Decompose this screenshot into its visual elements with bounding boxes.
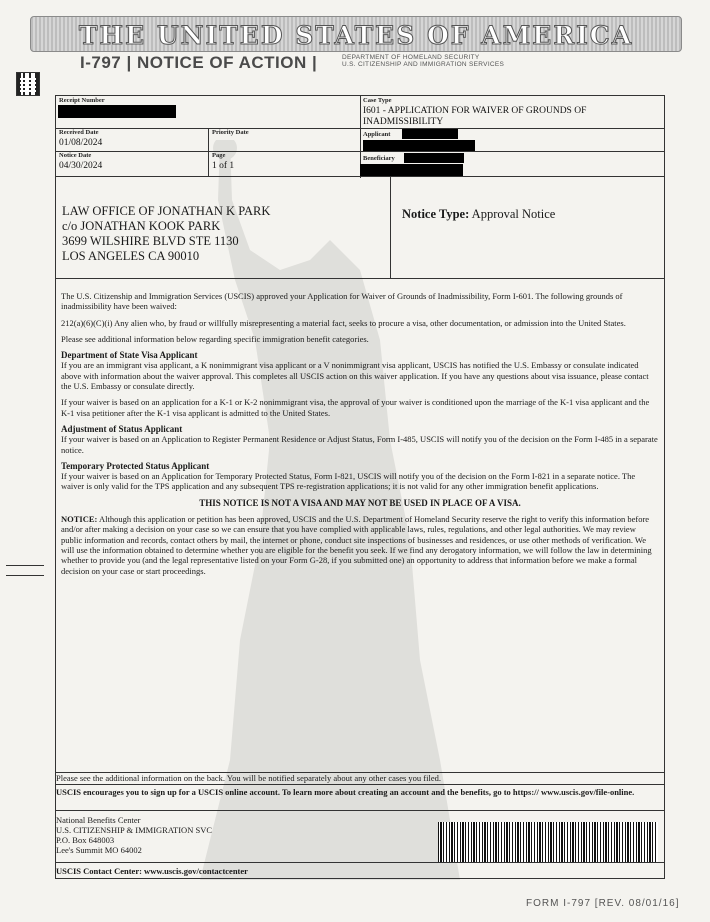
paragraph: 212(a)(6)(C)(i) Any alien who, by fraud or willfully misrepresenting a material fact, seeks to procure a visa, other documentation, or admission into the United States. bbox=[61, 317, 626, 328]
address-line: LAW OFFICE OF JONATHAN K PARK bbox=[62, 204, 271, 218]
barcode-icon bbox=[438, 822, 658, 862]
form-number: FORM I-797 [REV. 08/01/16] bbox=[526, 898, 680, 909]
paragraph: If you are an immigrant visa applicant, a K nonimmigrant visa applicant or a V nonimmigrant visa applicant, USCIS has notified the U.S. Embassy or consulate indicated above with information about the waiver approval. This completes all USCIS action on this waiver application. If you have any questions about visa issuance, please contact the U.S. Embassy or consulate directly. bbox=[61, 360, 649, 392]
contact-center-line: USCIS Contact Center: www.uscis.gov/contactcenter bbox=[56, 866, 248, 876]
margin-mark bbox=[6, 575, 44, 576]
center-line: Lee's Summit MO 64002 bbox=[56, 845, 142, 855]
redacted-applicant-b bbox=[363, 140, 475, 151]
paragraph: The U.S. Citizenship and Immigration Services (USCIS) approved your Application for Waiver of Grounds of Inadmissibility, Form I-601. The following grounds of inadmissibility have been waived: bbox=[61, 291, 623, 312]
redacted-beneficiary-a bbox=[404, 153, 464, 163]
center-line: P.O. Box 648003 bbox=[56, 835, 115, 845]
notice-paragraph bbox=[61, 514, 659, 576]
redacted-receipt-number bbox=[58, 105, 176, 118]
not-a-visa-warning: THIS NOTICE IS NOT A VISA AND MAY NOT BE USED IN PLACE OF A VISA. bbox=[199, 497, 521, 508]
dept-line1: DEPARTMENT OF HOMELAND SECURITY bbox=[342, 54, 480, 61]
dept-line2: U.S. CITIZENSHIP AND IMMIGRATION SERVICES bbox=[342, 61, 505, 68]
paragraph: If your waiver is based on an application for a K-1 or K-2 nonimmigrant visa, the approval of your waiver is conditioned upon the marriage of the K-1 visa applicant and the K-1 visa petitioner after the K-1 visa applicant is admitted to the United States. bbox=[61, 397, 650, 418]
section-heading: Adjustment of Status Applicant bbox=[61, 423, 183, 434]
received-date-label: Received Date bbox=[59, 129, 99, 136]
receipt-number-label: Receipt Number bbox=[59, 97, 105, 104]
paragraph: Please see additional information below regarding specific immigration benefit categories. bbox=[61, 333, 369, 344]
additional-info-line: Please see the additional information on the back. You will be notified separately about any other cases you filed. bbox=[56, 773, 441, 783]
notice-text: Although this application or petition has been approved, USCIS and the U.S. Department of Homeland Security reserve the right to verify this information before and/or after making a decision on your case so we can ensure that you have complied with applicable laws, rules, regulations, and other legal authorities. We may review public information and records, contact others by mail, the internet or phone, conduct site inspections of businesses and residences, or use other methods of verification. We will use the information obtained to determine whether you are eligible for the benefit you seek. If we find any derogatory information, we will follow the law in determining whether to provide you (and the legal representative listed on your Form G-28, if you submitted one) an opportunity to address that information before we make a formal decision on your case or start proceedings. bbox=[61, 514, 652, 576]
address-line: LOS ANGELES CA 90010 bbox=[62, 249, 200, 263]
paragraph: If your waiver is based on an Application for Temporary Protected Status, Form I-821, USCIS will notify you of the decision on the Form I-821 in a separate notice. The waiver is only valid for the TPS application and any subsequent TPS re-registration applications; it is not valid for any other immigration benefit applications. bbox=[61, 471, 636, 492]
page-value: 1 of 1 bbox=[212, 161, 235, 171]
banner-text: THE UNITED STATES OF AMERICA bbox=[78, 21, 634, 50]
notice-body bbox=[61, 291, 659, 582]
mailing-address bbox=[62, 204, 270, 264]
notice-type-value: Approval Notice bbox=[471, 207, 556, 221]
section-heading: Department of State Visa Applicant bbox=[61, 350, 198, 361]
beneficiary-label: Beneficiary bbox=[363, 155, 395, 162]
address-line: 3699 WILSHIRE BLVD STE 1130 bbox=[62, 234, 239, 248]
online-account-line: USCIS encourages you to sign up for a USCIS online account. To learn more about creating an account and the benefits, go to https:// www.uscis.gov/file-online. bbox=[56, 787, 635, 797]
notice-type bbox=[402, 207, 555, 222]
us-banner bbox=[30, 16, 682, 52]
case-type-line2: INADMISSIBILITY bbox=[363, 117, 444, 127]
notice-label: NOTICE: bbox=[61, 514, 98, 525]
priority-date-label: Priority Date bbox=[212, 129, 249, 136]
redacted-applicant-a bbox=[402, 129, 458, 139]
notice-date-label: Notice Date bbox=[59, 152, 92, 159]
service-center-address bbox=[56, 815, 212, 855]
page-label: Page bbox=[212, 152, 226, 159]
form-title: I-797 | NOTICE OF ACTION | bbox=[80, 53, 318, 72]
margin-mark bbox=[6, 565, 44, 566]
applicant-label: Applicant bbox=[363, 131, 391, 138]
center-line: U.S. CITIZENSHIP & IMMIGRATION SVC bbox=[56, 825, 212, 835]
qr-code-icon bbox=[16, 72, 40, 96]
section-heading: Temporary Protected Status Applicant bbox=[61, 460, 210, 471]
center-line: National Benefits Center bbox=[56, 815, 141, 825]
department-label bbox=[342, 54, 504, 68]
paragraph: If your waiver is based on an Application to Register Permanent Residence or Adjust Status, Form I-485, USCIS will notify you of the decision on the Form I-485 in a separate notice. bbox=[61, 434, 658, 455]
address-line: c/o JONATHAN KOOK PARK bbox=[62, 219, 221, 233]
redacted-beneficiary-b bbox=[360, 164, 463, 176]
case-type-label: Case Type bbox=[363, 97, 392, 104]
notice-type-label: Notice Type: bbox=[402, 207, 470, 221]
case-type-line1: I601 - APPLICATION FOR WAIVER OF GROUNDS OF bbox=[363, 106, 587, 116]
notice-date-value: 04/30/2024 bbox=[59, 161, 103, 171]
received-date-value: 01/08/2024 bbox=[59, 138, 103, 148]
